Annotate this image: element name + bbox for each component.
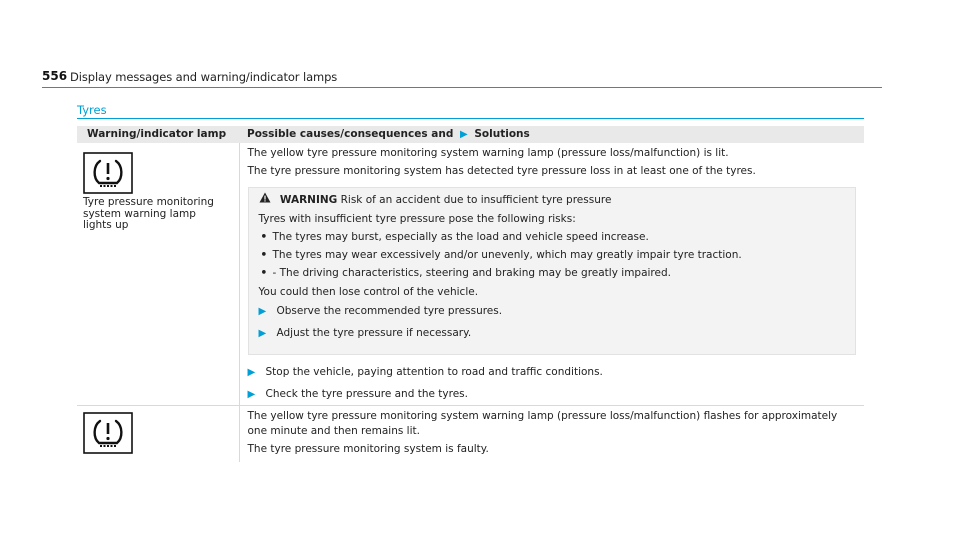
warning-intro: Tyres with insufficient tyre pressure pose the following risks:: [258, 213, 576, 225]
arrow-right-icon: ▶: [247, 389, 256, 400]
step-text: Adjust the tyre pressure if necessary.: [276, 327, 472, 339]
arrow-right-icon: ▶: [258, 306, 267, 317]
warning-heading: [259, 188, 846, 208]
lamp-cell: [77, 143, 239, 406]
arrow-right-icon: ▶: [258, 328, 267, 339]
warning-risk-list: [259, 230, 846, 281]
page-number: 556: [42, 69, 68, 83]
warning-lamp-table: [77, 126, 864, 462]
lamp-cell: [77, 406, 239, 463]
col-header-solutions: Solutions: [474, 128, 530, 140]
solution-step: [248, 387, 857, 402]
tyre-pressure-warning-icon: [83, 152, 133, 194]
cause-text: The tyre pressure monitoring system has detected tyre pressure loss in at least one of the tyres.: [247, 165, 756, 177]
col-header-causes: [239, 126, 864, 143]
warning-step: [259, 326, 846, 341]
table-row: [77, 406, 864, 463]
list-item: • The tyres may wear excessively and/or unevenly, which may greatly impair tyre traction.: [259, 248, 846, 263]
step-text: Stop the vehicle, paying attention to road and traffic conditions.: [265, 366, 603, 378]
list-item: • - The driving characteristics, steering and braking may be greatly impaired.: [259, 266, 846, 281]
tyre-pressure-warning-icon: [83, 412, 133, 454]
col-header-causes-text: Possible causes/consequences and: [247, 128, 454, 140]
warning-label: WARNING: [279, 194, 338, 206]
cause-text: The yellow tyre pressure monitoring system warning lamp (pressure loss/malfunction) flashes for approximately one minute and then remains lit.: [247, 410, 838, 437]
table-header-row: [77, 126, 864, 143]
solution-step: [248, 365, 857, 380]
cause-text: The yellow tyre pressure monitoring system warning lamp (pressure loss/malfunction) is lit.: [247, 147, 729, 159]
warning-triangle-icon: [259, 192, 271, 203]
col-header-lamp: Warning/indicator lamp: [77, 126, 239, 143]
table-row: [77, 143, 864, 406]
causes-cell: [239, 406, 864, 463]
warning-note: You could then lose control of the vehicle.: [258, 286, 479, 298]
header-divider: [42, 87, 882, 88]
warning-step: [259, 304, 846, 319]
page-header-title: Display messages and warning/indicator lamps: [70, 70, 338, 84]
section-title: Tyres: [77, 103, 107, 117]
arrow-right-icon: ▶: [247, 367, 256, 378]
list-item: • The tyres may burst, especially as the load and vehicle speed increase.: [259, 230, 846, 245]
section-divider: [77, 118, 864, 119]
warning-title: Risk of an accident due to insufficient tyre pressure: [340, 194, 612, 206]
step-text: Check the tyre pressure and the tyres.: [265, 388, 468, 400]
step-text: Observe the recommended tyre pressures.: [276, 305, 503, 317]
causes-cell: [239, 143, 864, 406]
lamp-label: Tyre pressure monitoring system warning lamp lights up: [83, 196, 214, 231]
cause-text: The tyre pressure monitoring system is faulty.: [247, 443, 489, 455]
arrow-right-icon: ▶: [460, 129, 468, 140]
warning-box: [248, 187, 857, 355]
